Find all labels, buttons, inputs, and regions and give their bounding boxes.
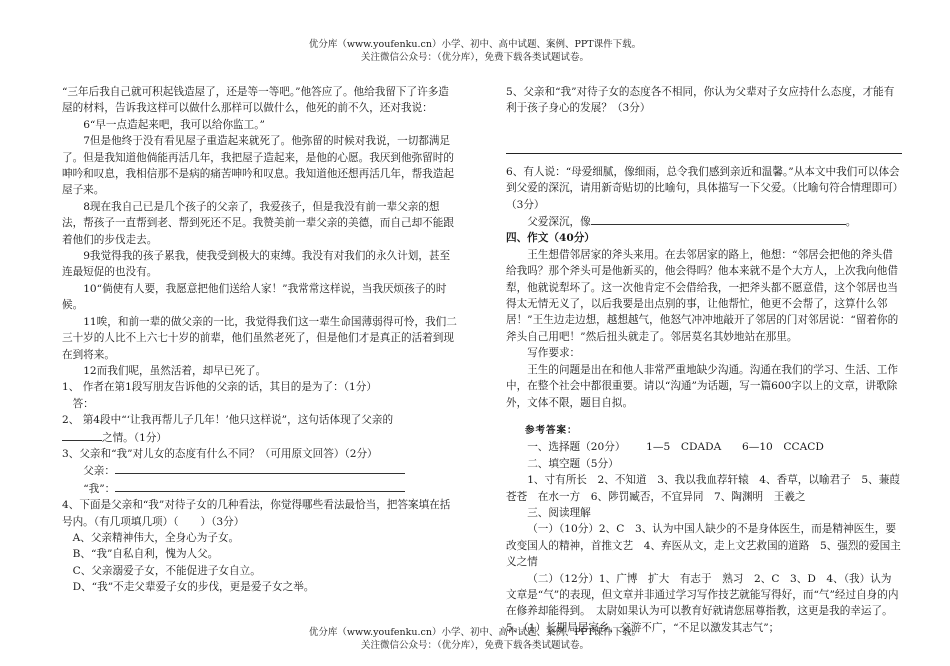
question-2 [62, 412, 458, 446]
question-6-fill-tail: 。 [845, 216, 857, 229]
paragraph-11: 11唉，和前一辈的做父亲的一比，我觉得我们这一辈生命国薄弱得可怜，我们二三十岁的人比不上六七十岁的前辈，他们虽然老死了，但是他们才是真正的活着到现在到将来。 [62, 315, 457, 361]
right-column [506, 84, 902, 636]
paragraph-6: 6“早一点造起来吧，我可以给你监工。” [83, 118, 265, 131]
question-3-father-blank[interactable] [115, 462, 405, 474]
paragraph-12: 12而我们呢，虽然活着，却早已死了。 [83, 364, 267, 377]
page-footer [0, 626, 950, 652]
answers-section-3-part-1: （一）（10分）2、C 3、认为中国人缺少的不是身体医生，而是精神医生，要改变国人的精神，首推文艺 4、弃医从文，走上文艺救国的道路 5、强烈的爱国主义之情 [506, 523, 901, 569]
question-3-father-line [62, 462, 458, 479]
essay-requirements: 王生的问题是出在和他人非常严重地缺少沟通。沟通在我们的学习、生活、工作中，在整个社会中都很重要。请以“沟通”为话题，写一篇600字以上的文章，讲歌除外，文体不限，题目自拟。 [506, 363, 898, 409]
question-4-option-d: D、“我”不走父辈爱子女的步伐，更是爱子女之举。 [72, 581, 315, 594]
question-6: 6、有人说：“母爱细腻，像细雨，总令我们感到亲近和温馨。”从本文中我们可以体会到父爱的深沉，请用新奇贴切的比喻句，具体描写一下父爱。（比喻句符合情理即可）（3分） [506, 165, 900, 211]
paragraph-10: 10“倘使有人要，我愿意把他们送给人家！”我常常这样说，当我厌烦孩子的时候。 [62, 282, 447, 312]
question-4-option-b: B、“我”自私自利，愧为人父。 [72, 548, 219, 561]
essay-heading: 四、作文（40分） [506, 232, 595, 245]
divider-rule [506, 153, 902, 154]
answers-section-3-part-2: （二）（12分）1、广博 扩大 有志于 熟习 2、C 3、D 4、（我）认为文章是“气”的表现，但文章并非通过学习写作技艺就能写得好，而“气”经过自身的内在修养却能得到。 太尉如果认为可以教育好就请您屈尊指教，这更是我的幸运了。 5、（1）长期局居家乡，交游不广，“不足以激发其志气”； [506, 572, 899, 634]
answers-section-1-part-a: 1—5 CDADA [646, 441, 722, 454]
question-4-tail: ）（3分） [200, 515, 245, 528]
answers-section-3-title: 三、阅读理解 [527, 506, 591, 519]
paragraph-5: “三年后我自己就可积起钱造屋了，还是等一等吧。”他答应了。他给我留下了许多造屋的材料，告诉我这样可以做什么那样可以做什么，他死的前不久，还对我说： [62, 86, 449, 115]
question-1: 1、 作者在第1段写朋友告诉他的父亲的话，其目的是为了：（1分） [62, 381, 377, 394]
question-3-me-line [62, 480, 458, 497]
answers-section-1-part-b: 6—10 CCACD [741, 441, 824, 454]
question-4 [62, 497, 458, 530]
question-6-blank[interactable] [591, 213, 846, 225]
question-3-father-label: 父亲： [83, 465, 115, 478]
question-3: 3、父亲和“我”对儿女的态度有什么不同？（可用原文回答）（2分） [62, 447, 378, 460]
paragraph-7: 7但是他终于没有看见屋子重造起来就死了。他弥留的时候对我说，一切都满足了。但是我知道他倘能再活几年，我把屋子造起来，是他的心愿。我厌到他弥留时的呻吟和叹息，我相信那不是病的痛苦呻吟和叹息。我知道他还想再活几年，帮我造起屋子来。 [62, 135, 454, 197]
answers-heading: 参考答案： [525, 424, 578, 436]
question-3-me-blank[interactable] [115, 480, 405, 492]
header-line-2: 关注微信公众号：（优分库），免费下载各类试题试卷。 [360, 52, 589, 63]
answers-section-1-title: 一、选择题（20分） [527, 441, 626, 454]
question-6-fill-label: 父爱深沉，像 [527, 216, 591, 229]
question-4-option-c: C、父亲溺爱子女，不能促进子女自立。 [72, 564, 261, 577]
question-5: 5、父亲和“我”对待子女的态度各不相同，你认为父辈对子女应持什么态度，才能有利于孩子身心的发展？（3分） [506, 86, 895, 115]
question-6-fill-line [506, 213, 902, 230]
essay-story: 王生想借邻居家的斧头来用。在去邻居家的路上，他想：“邻居会把他的斧头借给我吗？那个斧头可是他新买的，他会得吗？他本来就不是个大方人，上次我向他借犁，他就说犁坏了。这一次他肯定不会借给我，一把斧头都不愿意借，这个邻居也当得太无情无义了，以后我要是出点别的事，让他帮忙，他更不会帮了，这算什么邻居！”王生边走边想，越想越气，他怒气冲冲地敲开了邻居的门对邻居说：“留着你的斧头自己用吧！”然后扭头就走了。邻居莫名其妙地站在那里。 [506, 248, 899, 343]
question-2-tail: 之情。（1分） [102, 431, 168, 444]
header-line-1: 优分库（www.youfenku.cn）小学、初中、高中试题、案例、PPT课件下载。 [308, 39, 642, 50]
paragraph-8: 8现在我自己已是几个孩子的父亲了，我爱孩子，但是我没有前一辈父亲的想法，帮孩子一直帮到老、帮到死还不足。我赞美前一辈父亲的美德，而自己却不能跟着他们的步伐走去。 [62, 200, 454, 246]
page-header [0, 38, 950, 64]
question-4-option-a: A、父亲精神伟大，全身心为子女。 [72, 531, 240, 544]
spacer [506, 411, 902, 419]
question-2-blank[interactable] [62, 429, 102, 441]
question-3-me-label: “我”： [83, 482, 116, 495]
question-1-answer-label: 答： [72, 397, 94, 410]
answers-section-2-items: 1、寸有所长 2、不知道 3、我以我血荐轩辕 4、香草，以喻君子 5、蒹葭苍苍 在水一方 6、陟罚臧否，不宜异同 7、陶渊明 王羲之 [506, 474, 900, 503]
left-column [62, 84, 458, 596]
footer-line-1: 优分库（www.youfenku.cn）小学、初中、高中试题、案例、PPT课件下载。 [308, 627, 642, 638]
question-2-text: 2、 第4段中“‘让我再帮儿子几年！’他只这样说”，这句话体现了父亲的 [62, 414, 394, 427]
paragraph-9: 9我觉得我的孩子累我，使我受到极大的束缚。我没有对我们的永久计划，甚至连最短促的也没有。 [62, 250, 451, 279]
question-4-text: 4、下面是父亲和“我”对待子女的几种看法，你觉得哪些看法最恰当，把答案填在括号内。（有几项填几项）（ [62, 499, 451, 528]
footer-line-2: 关注微信公众号：（优分库），免费下载各类试题试卷。 [360, 640, 589, 651]
answers-section-2-title: 二、填空题（5分） [527, 457, 619, 470]
answers-section-1 [506, 439, 902, 455]
question-5-answer-space[interactable] [506, 117, 902, 145]
essay-requirements-title: 写作要求： [527, 347, 581, 360]
